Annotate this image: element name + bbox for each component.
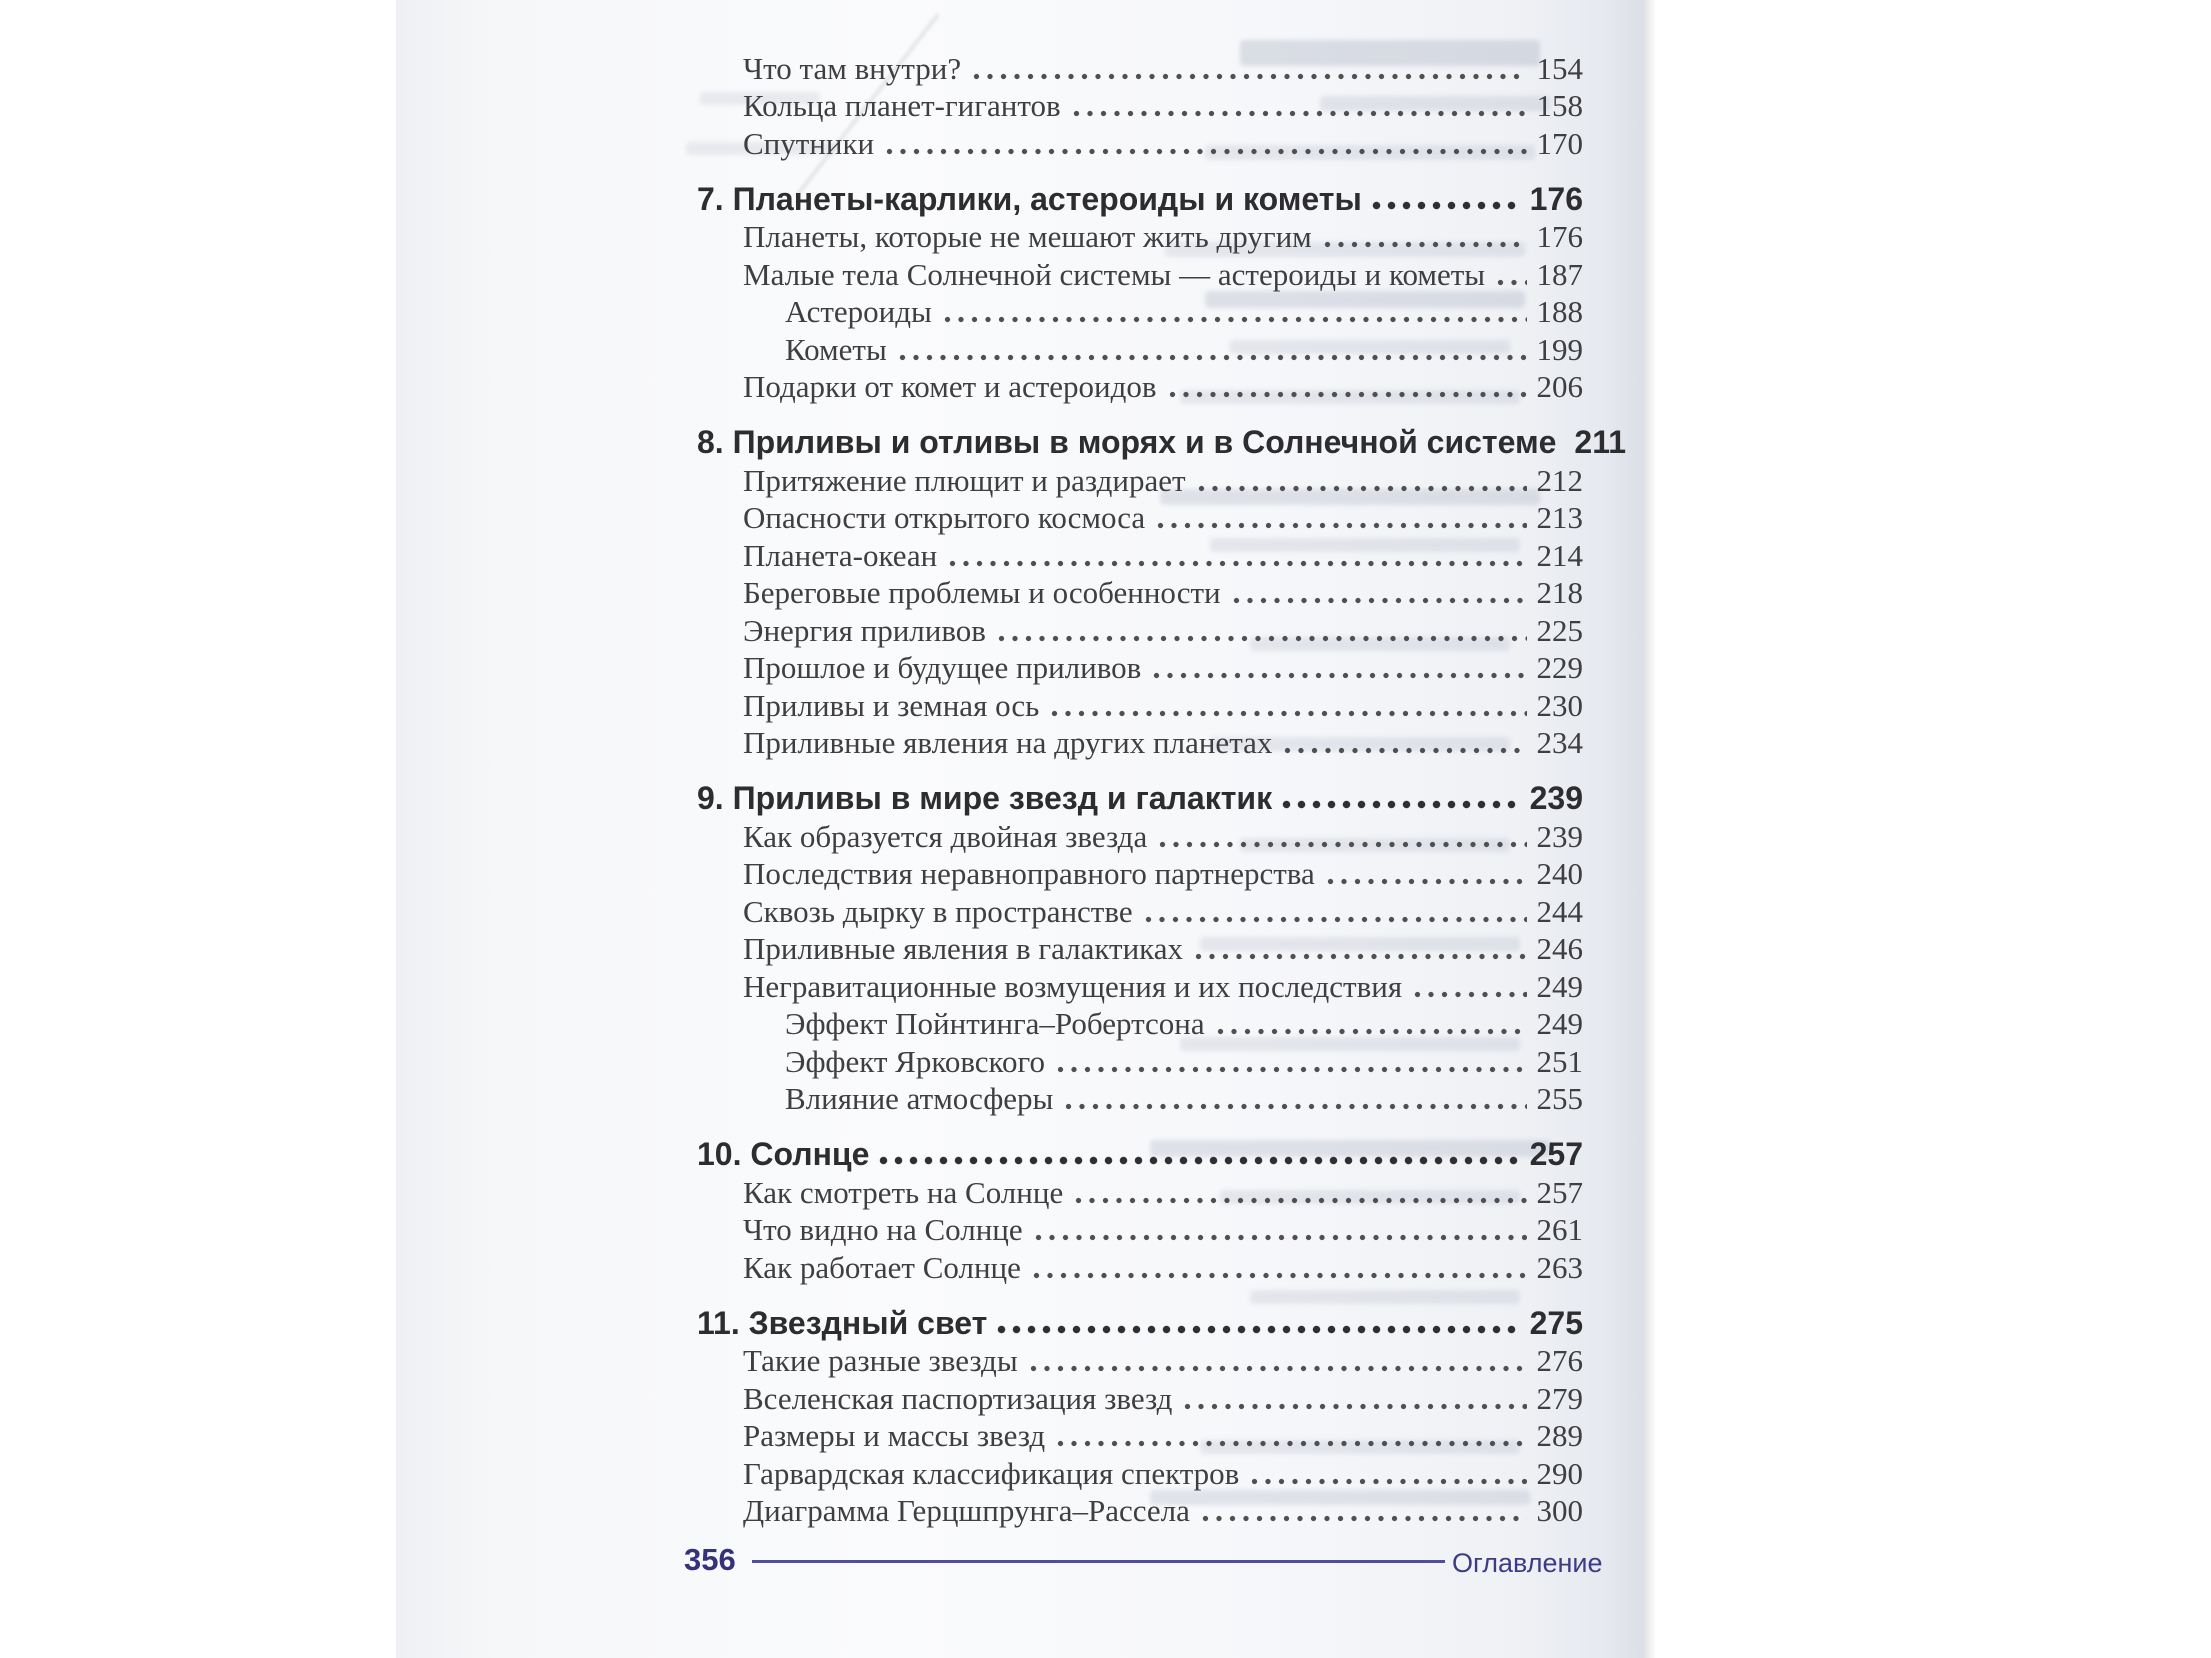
toc-entry [697,928,1583,966]
toc-entry [697,47,1583,85]
dot-leader [1169,391,1527,398]
toc-entry-page: 290 [1536,1455,1583,1491]
dot-leader [1030,1365,1527,1372]
toc-entry-label: Последствия неравноправного партнерства [743,856,1315,892]
toc-entry-page: 154 [1536,50,1583,86]
dot-leader [1184,1403,1526,1410]
toc-entry-page: 289 [1536,1418,1583,1454]
toc-entry [697,1415,1583,1453]
toc-entry [697,815,1583,853]
toc-entry [697,85,1583,123]
toc-entry-page: 257 [1529,1136,1583,1173]
toc-chapter-entry [697,413,1627,461]
page-edge-shadow [1642,0,1656,1658]
toc-entry-page: 279 [1536,1380,1583,1416]
toc-entry-label: Астероиды [785,294,932,330]
toc-entry-page: 212 [1536,462,1583,498]
dot-leader [1075,1197,1526,1204]
toc-entry [697,1340,1583,1378]
dot-leader [1033,1272,1527,1279]
toc-entry-label: Спутники [743,125,875,161]
toc-chapter-entry [697,1125,1583,1171]
footer-rule [752,1560,1445,1563]
footer-page-number: 356 [684,1542,736,1577]
toc-entry-label: Энергия приливов [743,612,986,648]
toc-entry-label: Вселенская паспортизация звезд [743,1380,1173,1416]
toc-entry-page: 187 [1536,256,1583,292]
dot-leader [1065,1103,1526,1110]
dot-leader [1159,841,1526,848]
toc-entry-label: Негравитационные возмущения и их последствия [743,968,1403,1004]
toc-entry-label: 11. Звездный свет [697,1304,988,1341]
table-of-contents [697,47,1627,1529]
dot-leader [1051,710,1526,717]
toc-entry-page: 263 [1536,1249,1583,1285]
dot-leader [944,316,1527,323]
dot-leader [1057,1440,1526,1447]
toc-entry-page: 246 [1536,931,1583,967]
toc-entry [697,609,1583,647]
toc-entry-page: 249 [1536,1006,1583,1042]
toc-entry-page: 276 [1536,1343,1583,1379]
dot-leader [1035,1234,1527,1241]
toc-entry-page: 249 [1536,968,1583,1004]
toc-entry-page: 230 [1536,687,1583,723]
toc-entry [697,366,1583,404]
toc-entry-page: 214 [1536,537,1583,573]
toc-entry-page: 257 [1536,1174,1583,1210]
toc-entry [697,853,1583,891]
toc-entry-label: 8. Приливы и отливы в морях и в Солнечной системе [697,424,1557,461]
toc-entry-label: Подарки от комет и астероидов [743,369,1157,405]
dot-leader [899,354,1527,361]
toc-entry [697,572,1583,610]
toc-entry [697,253,1583,291]
toc-entry [697,647,1583,685]
toc-entry-label: Эффект Пойнтинга–Робертсона [785,1006,1205,1042]
toc-entry-label: Как образуется двойная звезда [743,818,1148,854]
toc-entry [697,1003,1583,1041]
toc-entry-page: 225 [1536,612,1583,648]
dot-leader [1195,953,1526,960]
toc-entry-label: 9. Приливы в мире звезд и галактик [697,780,1273,817]
dot-leader [1372,201,1522,210]
toc-chapter-entry [697,1294,1583,1340]
toc-entry-label: Приливные явления в галактиках [743,931,1184,967]
toc-entry-label: Размеры и массы звезд [743,1418,1046,1454]
toc-entry-label: Как смотреть на Солнце [743,1174,1064,1210]
toc-entry-label: Что видно на Солнце [743,1212,1023,1248]
toc-entry-label: Такие разные звезды [743,1343,1018,1379]
toc-entry [697,291,1583,329]
toc-entry-label: Приливные явления на других планетах [743,725,1273,761]
toc-entry [697,328,1583,366]
dot-leader [1153,672,1526,679]
toc-entry-label: Береговые проблемы и особенности [743,575,1221,611]
dot-leader [949,560,1526,567]
dot-leader [1251,1478,1526,1485]
toc-entry-page: 255 [1536,1081,1583,1117]
toc-entry-label: Притяжение плющит и раздирает [743,462,1186,498]
toc-entry [697,965,1583,1003]
toc-entry-label: Малые тела Солнечной системы — астероиды и кометы [743,256,1486,292]
toc-entry-label: 7. Планеты-карлики, астероиды и кометы [697,180,1362,217]
toc-entry [697,684,1583,722]
toc-entry [697,1377,1583,1415]
toc-entry-label: Планеты, которые не мешают жить другим [743,219,1312,255]
toc-entry-page: 234 [1536,725,1583,761]
toc-entry-page: 176 [1536,219,1583,255]
toc-entry-page: 229 [1536,650,1583,686]
toc-chapter-entry [697,170,1583,216]
toc-entry [697,890,1583,928]
toc-entry-label: Гарвардская классификация спектров [743,1455,1240,1491]
dot-leader [1414,991,1526,998]
toc-entry-label: Эффект Ярковского [785,1043,1045,1079]
dot-leader [1145,916,1527,923]
dot-leader [1327,878,1527,885]
toc-chapter-entry [697,769,1583,815]
toc-entry [697,722,1583,760]
toc-entry-page: 244 [1536,893,1583,929]
toc-entry [697,216,1583,254]
toc-entry [697,1040,1583,1078]
toc-entry-page: 218 [1536,575,1583,611]
dot-leader [998,635,1527,642]
toc-entry-label: Планета-океан [743,537,938,573]
toc-entry-page: 213 [1536,500,1583,536]
dot-leader [973,73,1526,80]
toc-entry [697,1452,1583,1490]
toc-entry-label: Кольца планет-гигантов [743,88,1061,124]
toc-entry-page: 261 [1536,1212,1583,1248]
toc-entry-page: 275 [1529,1304,1583,1341]
dot-leader [879,1156,1521,1165]
dot-leader [1157,522,1526,529]
dot-leader [997,1325,1521,1334]
toc-entry [697,1490,1583,1528]
dot-leader [1233,597,1527,604]
toc-entry [697,122,1583,160]
dot-leader [1198,485,1527,492]
toc-entry-label: Сквозь дырку в пространстве [743,893,1133,929]
toc-entry [697,459,1583,497]
toc-entry-label: Прошлое и будущее приливов [743,650,1142,686]
dot-leader [886,148,1526,155]
dot-leader [1057,1066,1527,1073]
dot-leader [1282,800,1522,809]
dot-leader [1497,279,1526,286]
footer-section-label: Оглавление [1452,1548,1603,1578]
toc-entry-page: 170 [1536,125,1583,161]
toc-entry-page: 176 [1529,180,1583,217]
toc-entry [697,1246,1583,1284]
toc-entry [697,497,1583,535]
dot-leader [1073,110,1527,117]
toc-entry-page: 251 [1536,1043,1583,1079]
toc-entry-label: Что там внутри? [743,50,962,86]
toc-entry-label: Диаграмма Герцшпрунга–Рассела [743,1493,1190,1529]
toc-entry [697,1078,1583,1116]
toc-entry [697,534,1583,572]
toc-entry [697,1171,1583,1209]
toc-entry-label: Как работает Солнце [743,1249,1021,1285]
toc-entry-page: 188 [1536,294,1583,330]
toc-entry-label: 10. Солнце [697,1136,870,1173]
toc-entry-page: 239 [1536,818,1583,854]
toc-entry-label: Опасности открытого космоса [743,500,1146,536]
toc-entry-page: 300 [1536,1493,1583,1529]
toc-entry-label: Приливы и земная ось [743,687,1040,723]
toc-entry-label: Влияние атмосферы [785,1081,1054,1117]
toc-entry-page: 206 [1536,369,1583,405]
dot-leader [1324,241,1527,248]
dot-leader [1217,1028,1527,1035]
toc-entry-page: 211 [1574,424,1627,461]
dot-leader [1284,747,1526,754]
toc-entry-label: Кометы [785,331,887,367]
dot-leader [1202,1515,1527,1522]
toc-entry-page: 239 [1529,780,1583,817]
toc-entry [697,1209,1583,1247]
toc-entry-page: 199 [1536,331,1583,367]
toc-entry-page: 158 [1536,88,1583,124]
toc-entry-page: 240 [1536,856,1583,892]
